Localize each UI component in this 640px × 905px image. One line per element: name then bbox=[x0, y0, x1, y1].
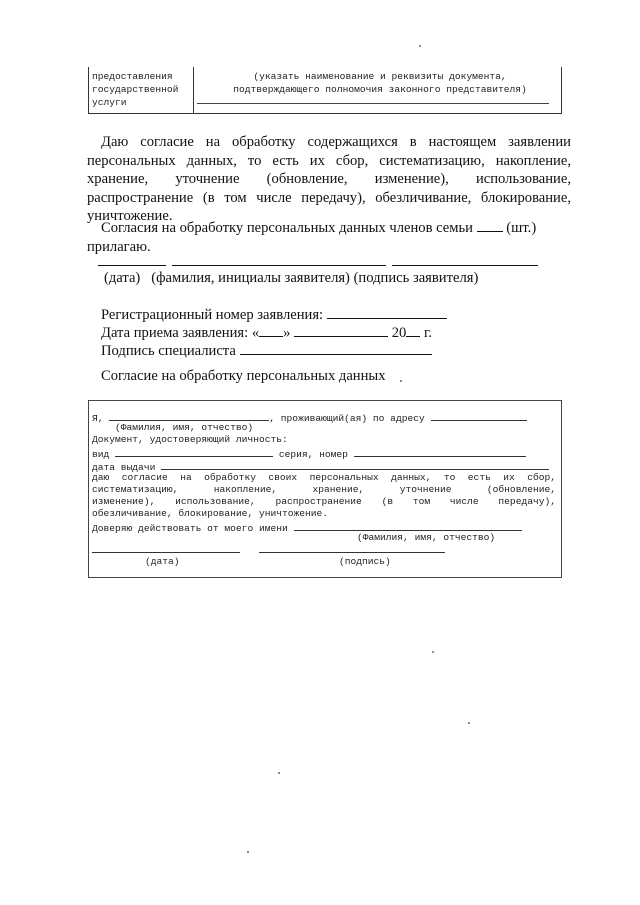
family-consent-suffix: (шт.) прилагаю. bbox=[87, 220, 537, 255]
consent-text-line: систематизацию, накопление, хранение, уточнение (обновление, bbox=[92, 484, 556, 495]
form-date-line[interactable] bbox=[92, 552, 240, 553]
scan-speck bbox=[400, 380, 402, 382]
service-label-line: государственной bbox=[92, 84, 179, 95]
document-type-field[interactable] bbox=[115, 446, 273, 457]
document-type-label: вид bbox=[92, 449, 110, 460]
year-prefix: 20 bbox=[391, 325, 407, 341]
registration-number-row bbox=[101, 305, 447, 324]
form-signature-label: (подпись) bbox=[339, 556, 391, 567]
specialist-signature-field[interactable] bbox=[240, 341, 432, 355]
name-signature-line[interactable] bbox=[172, 265, 386, 266]
document-hint-line: (указать наименование и реквизиты документа, bbox=[253, 71, 507, 82]
form-date-label: (дата) bbox=[145, 556, 180, 567]
registration-number-field[interactable] bbox=[327, 305, 447, 319]
family-count-field[interactable] bbox=[477, 218, 503, 232]
specialist-signature-label: Подпись специалиста bbox=[101, 343, 236, 359]
scan-speck bbox=[432, 651, 434, 653]
scan-speck bbox=[278, 772, 280, 774]
receipt-date-label: Дата приема заявления: « bbox=[101, 325, 260, 341]
series-number-label: серия, номер bbox=[278, 449, 348, 460]
consent-text-line: изменение), использование, распространение (в том числе передачу), bbox=[92, 496, 556, 507]
consent-text-line: обезличивание, блокирование, уничтожение. bbox=[92, 508, 329, 519]
quote-close: » bbox=[283, 325, 291, 341]
service-label-line: предоставления bbox=[92, 71, 173, 82]
trusted-person-hint: (Фамилия, имя, отчество) bbox=[357, 532, 496, 543]
representative-table bbox=[88, 67, 562, 114]
family-consent-paragraph bbox=[87, 218, 571, 256]
service-label-cell bbox=[92, 70, 192, 109]
scan-speck bbox=[247, 851, 249, 853]
table-divider bbox=[193, 67, 194, 113]
trust-label: Доверяю действовать от моего имени bbox=[92, 523, 288, 534]
signature-labels: (дата) (фамилия, инициалы заявителя) (подпись заявителя) bbox=[104, 270, 479, 286]
scan-speck bbox=[419, 45, 421, 47]
issue-date-label: дата выдачи bbox=[92, 462, 156, 473]
full-name-field[interactable] bbox=[109, 410, 269, 421]
series-number-field[interactable] bbox=[354, 446, 526, 457]
service-label-line: услуги bbox=[92, 97, 127, 108]
form-title: Согласие на обработку персональных данных bbox=[101, 368, 386, 384]
receipt-month-field[interactable] bbox=[294, 323, 388, 337]
document-field-line[interactable] bbox=[197, 103, 549, 104]
specialist-signature-row bbox=[101, 341, 432, 360]
form-signature-line[interactable] bbox=[259, 552, 445, 553]
date-signature-line[interactable] bbox=[98, 265, 166, 266]
trusted-person-field[interactable] bbox=[294, 520, 522, 531]
document-hint-cell bbox=[201, 70, 559, 96]
consent-form bbox=[88, 400, 562, 578]
receipt-date-row bbox=[101, 323, 432, 342]
document-hint-line: подтверждающего полномочия законного представителя) bbox=[233, 84, 527, 95]
identity-document-label: Документ, удостоверяющий личность: bbox=[92, 434, 288, 445]
applicant-signature-line[interactable] bbox=[392, 265, 538, 266]
receipt-day-field[interactable] bbox=[259, 323, 283, 337]
document-type-row bbox=[92, 446, 526, 460]
scan-speck bbox=[468, 722, 470, 724]
address-field[interactable] bbox=[431, 410, 527, 421]
issue-date-field[interactable] bbox=[161, 459, 549, 470]
registration-number-label: Регистрационный номер заявления: bbox=[101, 307, 324, 323]
family-consent-text: Согласия на обработку персональных данных членов семьи bbox=[101, 220, 473, 236]
consent-paragraph: Даю согласие на обработку содержащихся в настоящем заявлении персональных данных, то есть их сбор, систематизацию, накопление, хранение, уточнение (обновление, изменение), использование, распространение (в том числе передачу), обезличивание, блокирование, уничтожение. bbox=[87, 134, 571, 224]
year-suffix: г. bbox=[424, 325, 432, 341]
address-label: , проживающий(ая) по адресу bbox=[269, 413, 425, 424]
form-i-label: Я, bbox=[92, 413, 104, 424]
full-name-hint: (Фамилия, имя, отчество) bbox=[115, 422, 254, 433]
receipt-year-field[interactable] bbox=[406, 323, 420, 337]
consent-text-line: даю согласие на обработку своих персональных данных, то есть их сбор, bbox=[92, 472, 556, 483]
issue-date-row bbox=[92, 459, 549, 473]
